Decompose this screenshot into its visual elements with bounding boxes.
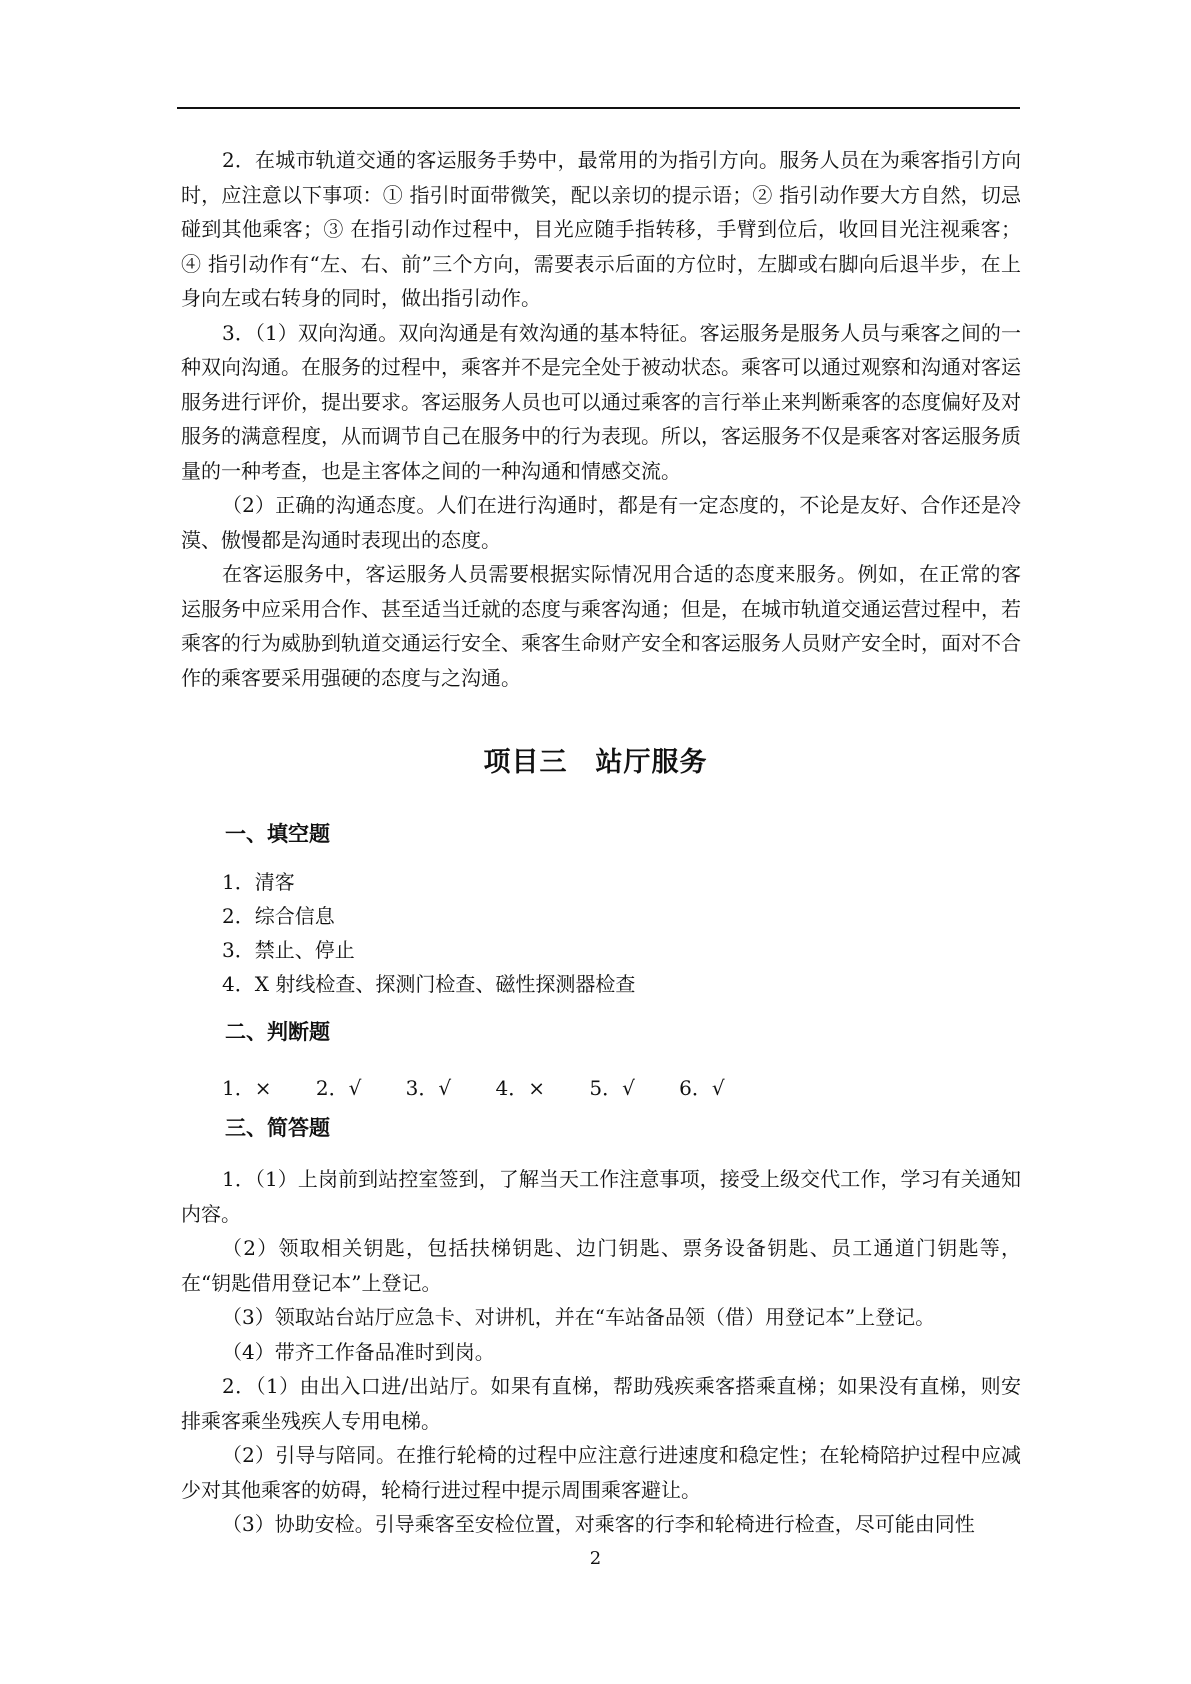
fill-in-item: 1．清客 bbox=[222, 870, 295, 894]
answer-item: 6．√ bbox=[679, 1076, 725, 1100]
short-answer-paragraph: 2．（1）由出入口进/出站厅。如果有直梯，帮助残疾乘客搭乘直梯；如果没有直梯，则安排乘客乘坐残疾人专用电梯。 bbox=[181, 1374, 1021, 1433]
true-false-answers bbox=[222, 1072, 763, 1101]
answer-item: 5．√ bbox=[589, 1076, 635, 1100]
short-answer-paragraph: （2）引导与陪同。在推行轮椅的过程中应注意行进速度和稳定性；在轮椅陪护过程中应减少对其他乘客的妨碍，轮椅行进过程中提示周围乘客避让。 bbox=[181, 1443, 1021, 1502]
header-rule bbox=[177, 107, 1020, 109]
answer-item: 4．× bbox=[495, 1076, 545, 1100]
top-text-block bbox=[181, 143, 1021, 695]
fill-in-item: 3．禁止、停止 bbox=[222, 938, 355, 962]
section-fill-in-heading: 一、填空题 bbox=[225, 822, 330, 846]
fill-in-item: 4．X 射线检查、探测门检查、磁性探测器检查 bbox=[222, 972, 636, 996]
short-answer-paragraph: （3）领取站台站厅应急卡、对讲机，并在“车站备品领（借）用登记本”上登记。 bbox=[222, 1305, 936, 1329]
short-answer-paragraph: （3）协助安检。引导乘客至安检位置，对乘客的行李和轮椅进行检查，尽可能由同性 bbox=[222, 1512, 975, 1536]
short-answer-paragraph: （2）领取相关钥匙，包括扶梯钥匙、边门钥匙、票务设备钥匙、员工通道门钥匙等，在“钥匙借用登记本”上登记。 bbox=[181, 1236, 1021, 1295]
paragraph-two-way-communication: 3．（1）双向沟通。双向沟通是有效沟通的基本特征。客运服务是服务人员与乘客之间的一种双向沟通。在服务的过程中，乘客并不是完全处于被动状态。乘客可以通过观察和沟通对客运服务进行评价，提出要求。客运服务人员也可以通过乘客的言行举止来判断乘客的态度偏好及对服务的满意程度，从而调节自己在服务中的行为表现。所以，客运服务不仅是乘客对客运服务质量的一种考查，也是主客体之间的一种沟通和情感交流。 bbox=[181, 320, 1021, 483]
answer-item: 1．× bbox=[222, 1076, 272, 1100]
page-number: 2 bbox=[589, 1548, 602, 1569]
short-answer-block bbox=[181, 1162, 1021, 1542]
section-true-false-heading: 二、判断题 bbox=[225, 1020, 330, 1044]
answer-item: 3．√ bbox=[405, 1076, 452, 1100]
paragraph-correct-attitude: （2）正确的沟通态度。人们在进行沟通时，都是有一定态度的，不论是友好、合作还是冷漠、傲慢都是沟通时表现出的态度。 bbox=[181, 493, 1021, 552]
short-answer-paragraph: 1．（1）上岗前到站控室签到，了解当天工作注意事项，接受上级交代工作，学习有关通知内容。 bbox=[181, 1167, 1021, 1226]
section-short-answer-heading: 三、简答题 bbox=[225, 1116, 330, 1140]
paragraph-attitude-examples: 在客运服务中，客运服务人员需要根据实际情况用合适的态度来服务。例如，在正常的客运服务中应采用合作、甚至适当迁就的态度与乘客沟通；但是，在城市轨道交通运营过程中，若乘客的行为威胁到轨道交通运行安全、乘客生命财产安全和客运服务人员财产安全时，面对不合作的乘客要采用强硬的态度与之沟通。 bbox=[181, 562, 1021, 690]
fill-in-item: 2．综合信息 bbox=[222, 904, 335, 928]
paragraph-gesture-guidance: 2．在城市轨道交通的客运服务手势中，最常用的为指引方向。服务人员在为乘客指引方向时，应注意以下事项：① 指引时面带微笑，配以亲切的提示语；② 指引动作要大方自然，切忌碰到其他乘客；③ 在指引动作过程中，目光应随手指转移，手臂到位后，收回目光注视乘客；④ 指引动作有“左、右、前”三个方向，需要表示后面的方位时，左脚或右脚向后退半步，在上身向左或右转身的同时，做出指引动作。 bbox=[181, 148, 1021, 310]
answer-item: 2．√ bbox=[315, 1076, 362, 1100]
project-title: 项目三 站厅服务 bbox=[483, 747, 708, 778]
short-answer-paragraph: （4）带齐工作备品准时到岗。 bbox=[222, 1339, 495, 1364]
